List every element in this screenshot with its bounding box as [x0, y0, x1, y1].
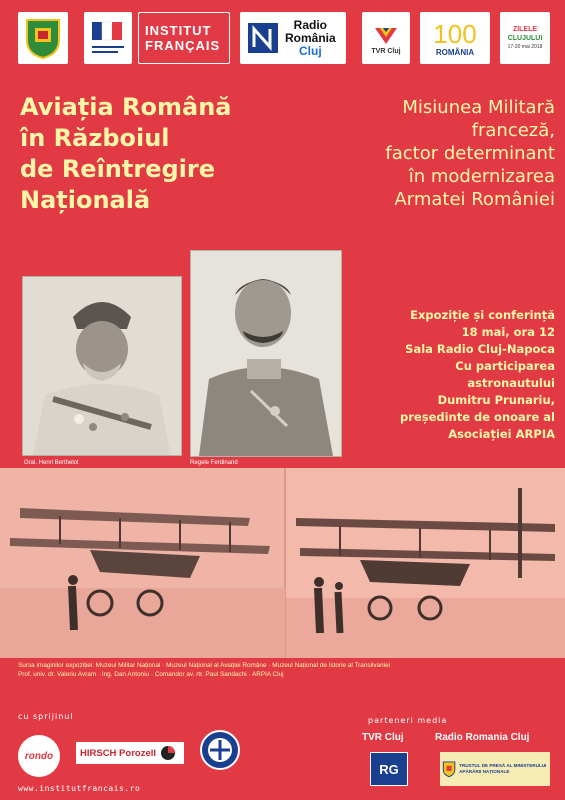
subtitle: [310, 96, 555, 211]
institut-francais-logo: [138, 12, 230, 64]
website-link[interactable]: www.institutfrancais.ro: [18, 784, 141, 793]
subtitle-line: franceză,: [471, 120, 555, 141]
aircraft-photos: [0, 468, 565, 658]
biplane-photos-icon: [0, 468, 565, 658]
king-portrait-icon: [191, 251, 341, 456]
event-line: Sala Radio Cluj-Napoca: [405, 342, 555, 356]
sources-line2: Prof. univ. dr. Valeriu Avram · Ing. Dan Antoniu · Comandor av. rtr. Paul Sandachi · ARPIA Cluj: [18, 671, 284, 678]
rondo-logo: [18, 735, 60, 777]
event-line: Dumitru Prunariu,: [437, 393, 555, 407]
main-title-line: Aviația Română: [20, 93, 232, 121]
radio-line3: Cluj: [299, 43, 322, 58]
zilele-clujului-logo: [500, 12, 550, 64]
arpia-badge-icon: [200, 730, 240, 770]
logo-bar: [0, 0, 565, 72]
zilele-line2: CLUJULUI: [507, 34, 543, 42]
image-sources: [18, 661, 553, 679]
portrait-ferdinand: [190, 250, 342, 457]
event-line: Expoziție și conferință: [410, 308, 555, 322]
event-line: astronautului: [467, 376, 555, 390]
hirsch-porozell-logo: [76, 742, 184, 764]
coat-of-arms-icon: [442, 756, 456, 782]
subtitle-line: factor determinant: [385, 143, 555, 164]
tvr-text: TVR Cluj: [371, 47, 401, 55]
tvr-cluj-logo: [362, 12, 410, 64]
media-partner-radio: Radio Romania Cluj: [435, 732, 530, 743]
rondo-text: rondo: [24, 750, 54, 762]
event-details: [340, 307, 555, 443]
support-label: cu sprijinul: [18, 712, 74, 721]
zilele-line1: ZILELE: [512, 25, 538, 33]
portrait-berthelot: [22, 276, 182, 456]
centenar-text: ROMÂNIA: [435, 47, 475, 57]
radio-line1: Radio: [293, 17, 328, 32]
tvr-icon: [371, 22, 401, 48]
arpia-badge-logo: [200, 730, 240, 770]
main-title: [20, 92, 265, 216]
radio-line2: România: [285, 30, 336, 45]
caption-berthelot: Gral. Henri Berthelot: [24, 460, 79, 466]
radio-romania-cluj-logo: [240, 12, 346, 64]
subtitle-line: Misiunea Militară: [402, 97, 555, 118]
rg-text: RG: [379, 761, 399, 777]
centenar-number: 100: [433, 18, 477, 49]
hirsch-circle-icon: [160, 745, 176, 761]
event-line: președinte de onoare al: [400, 410, 555, 424]
trust-text: TRUSTUL DE PRESĂ AL MINISTERULUI APĂRĂRII NAȚIONALE: [459, 763, 547, 774]
main-title-line: de Reîntregire: [20, 155, 215, 183]
crest-icon: [23, 16, 63, 60]
caption-ferdinand: Regele Ferdinand: [190, 460, 238, 466]
subtitle-line: Armatei României: [394, 189, 555, 210]
event-line: Asociației ARPIA: [448, 427, 555, 441]
media-label: parteneri media: [368, 716, 448, 725]
subtitle-line: în modernizarea: [408, 166, 555, 187]
institut-line2: FRANÇAIS: [145, 38, 221, 53]
centenar-romania-logo: [420, 12, 490, 64]
zilele-dates: 17-20 mai 2018: [507, 43, 543, 50]
general-portrait-icon: [23, 277, 181, 455]
event-line: Cu participarea: [455, 359, 555, 373]
institut-line1: INSTITUT: [145, 23, 212, 38]
media-partner-tvr: TVR Cluj: [362, 732, 404, 743]
sources-line1: Sursa imaginilor expoziției: Muzeul Militar Național · Muzeul Național al Aviației Române · Muzeul Național de Istorie al Transilvaniei: [18, 662, 391, 669]
france-ministry-logo: [84, 12, 132, 64]
hirsch-text: HIRSCH Porozell: [80, 747, 157, 759]
rg-logo: [370, 752, 408, 786]
county-crest-logo: [18, 12, 68, 64]
radio-wave-icon: [246, 21, 280, 55]
main-title-line: Națională: [20, 186, 151, 214]
event-line: 18 mai, ora 12: [461, 325, 555, 339]
main-title-line: în Războiul: [20, 124, 170, 152]
trust-presa-logo: [440, 752, 550, 786]
france-flag-icon: [88, 16, 128, 60]
